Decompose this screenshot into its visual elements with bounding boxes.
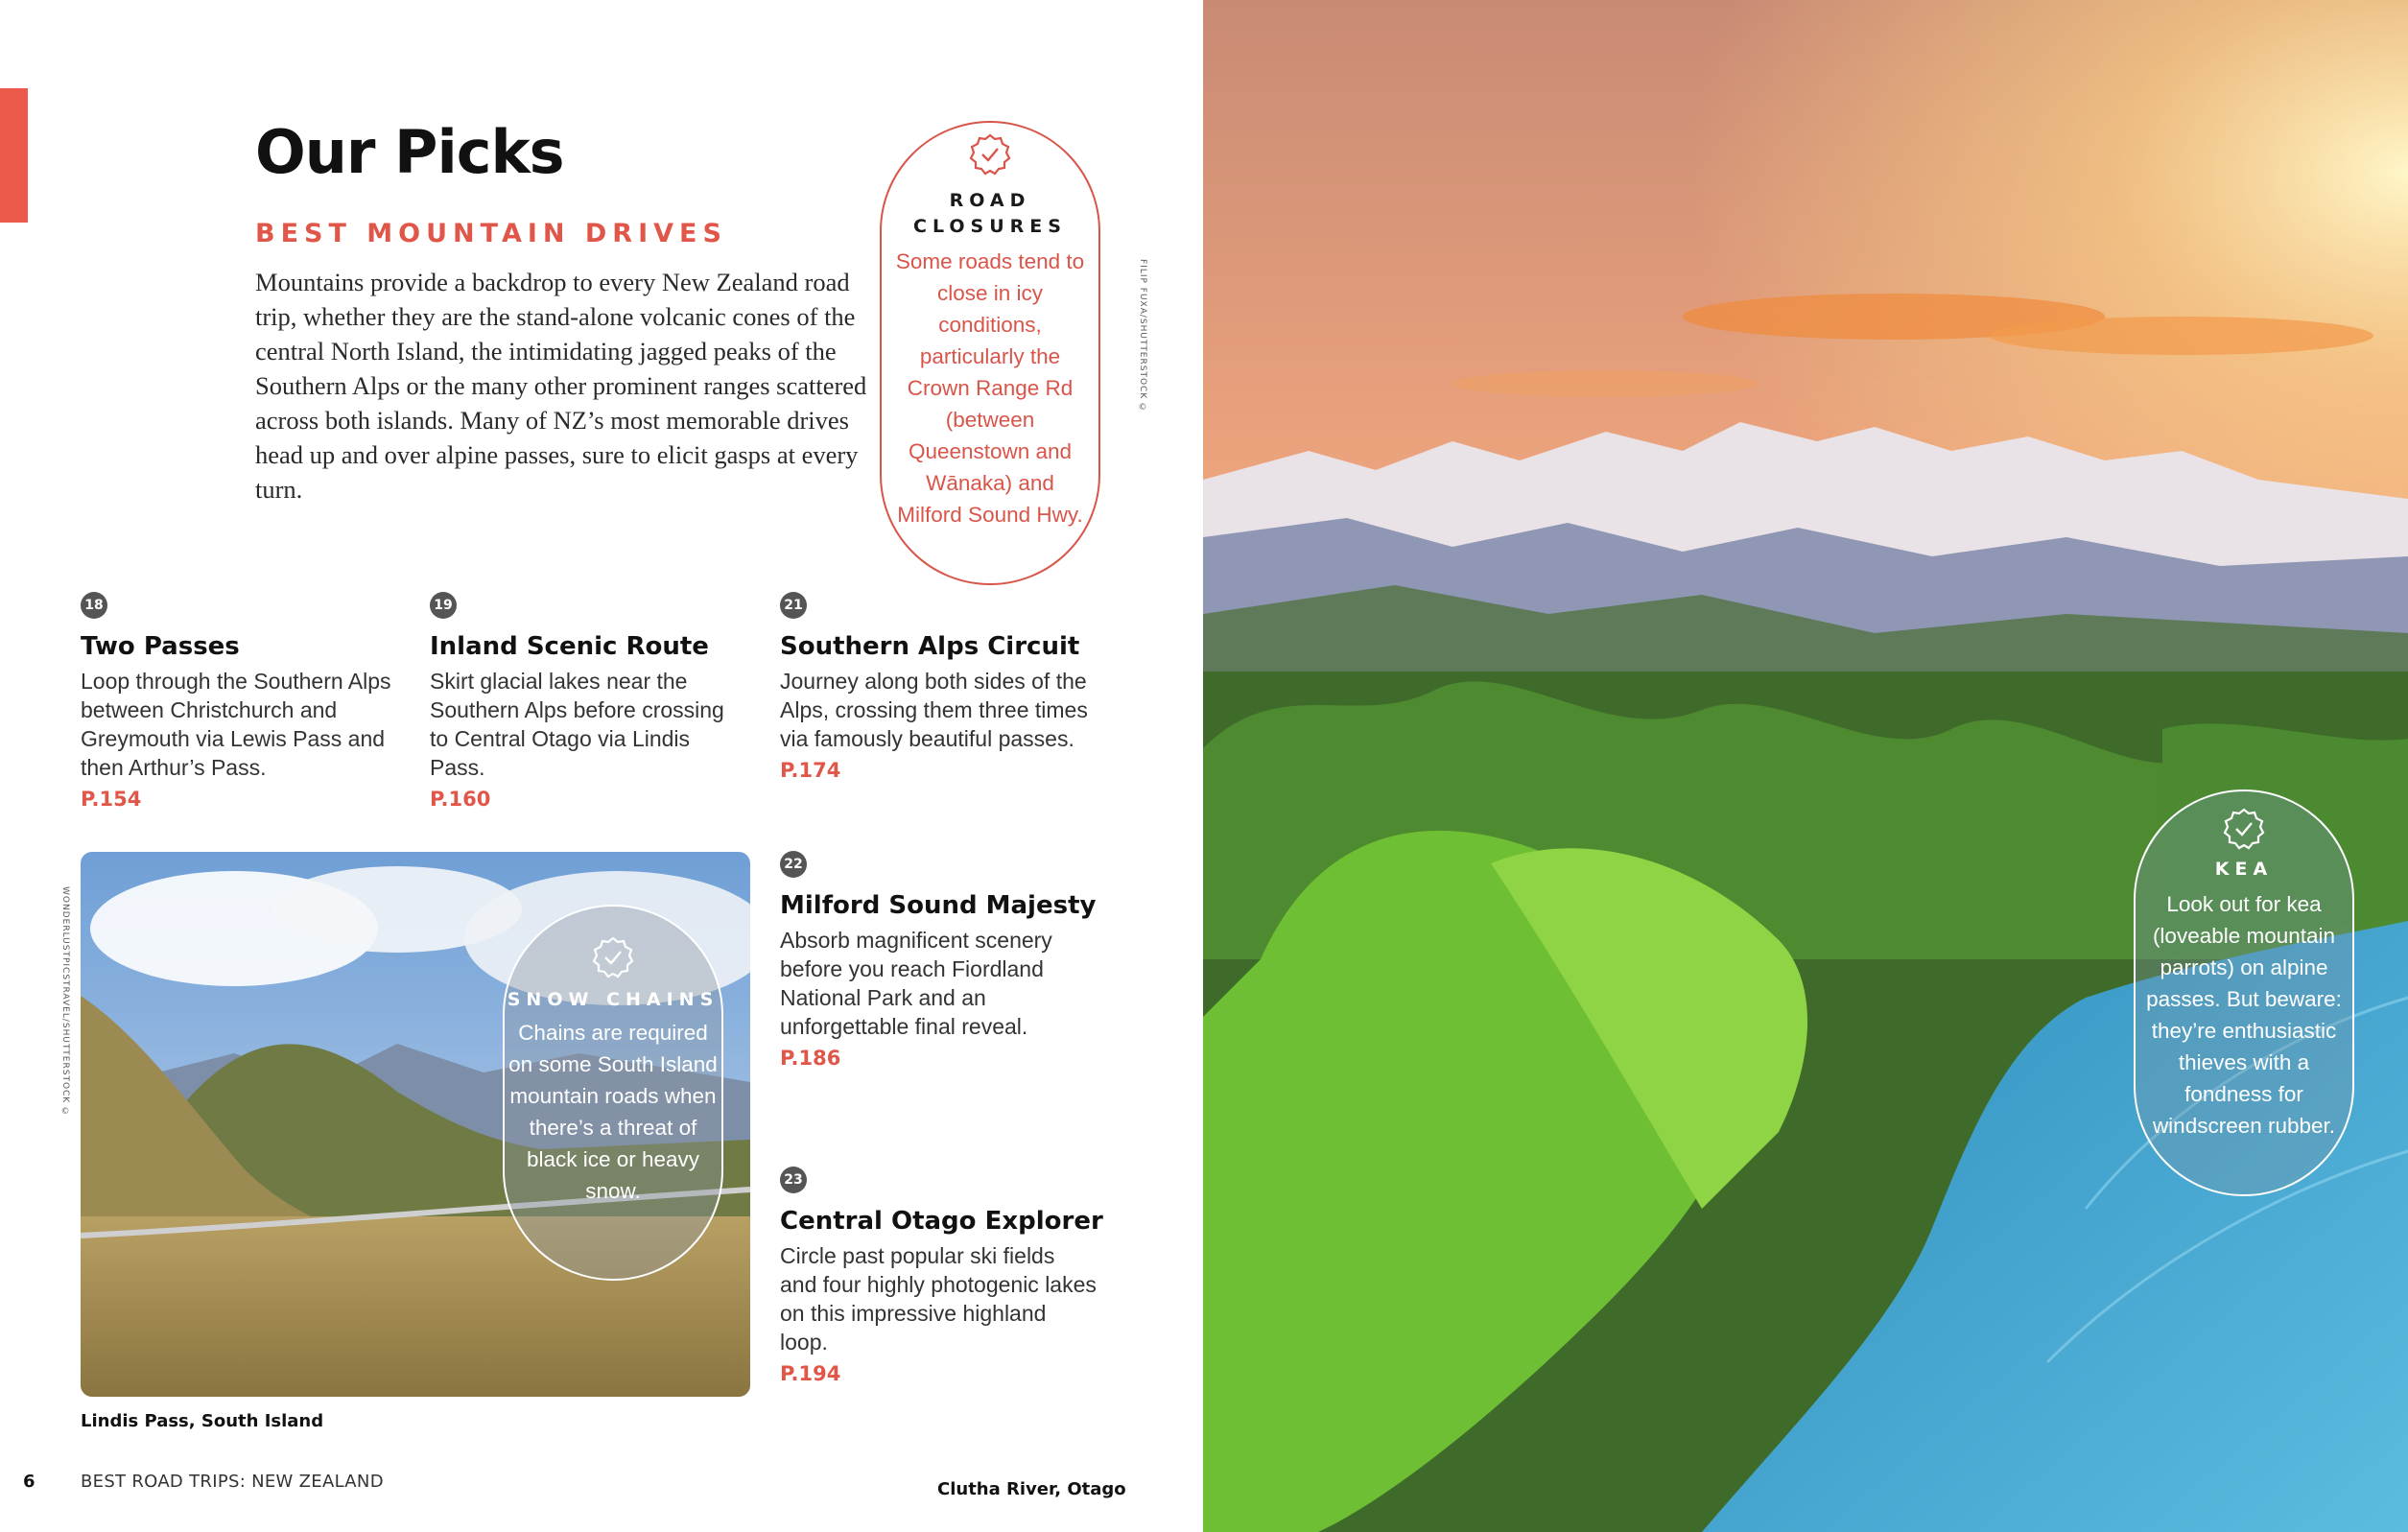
pick-number: 19: [430, 592, 457, 619]
pick-description: Circle past popular ski fields and four highly photogenic lakes on this impressive highland loop.: [780, 1243, 1097, 1355]
pick-title: Two Passes: [81, 632, 240, 661]
page-title: Our Picks: [255, 117, 564, 187]
photo-credit: WONDERLUSTPICSTRAVEL/SHUTTERSTOCK ©: [60, 886, 70, 1119]
pick-description: Absorb magnificent scenery before you reach Fiordland National Park and an unforgettable final reveal.: [780, 928, 1052, 1039]
pick-item: [430, 592, 746, 811]
pick-number: 22: [780, 851, 807, 878]
snow-chains-callout: [503, 905, 723, 1281]
callout-heading: ROAD CLOSURES: [913, 190, 1067, 237]
pick-item: [780, 592, 1097, 782]
pick-page-link[interactable]: P.194: [780, 1362, 841, 1385]
pick-description: Loop through the Southern Alps between Christchurch and Greymouth via Lewis Pass and then Arthur’s Pass.: [81, 669, 391, 780]
pick-item: [780, 851, 1097, 1070]
photo-credit: FILIP FUXA/SHUTTERSTOCK ©: [1138, 259, 1147, 414]
badge-check-icon: [2220, 805, 2268, 853]
kea-callout: [2134, 790, 2354, 1196]
book-title-folio: BEST ROAD TRIPS: NEW ZEALAND: [81, 1472, 384, 1492]
pick-page-link[interactable]: P.186: [780, 1047, 841, 1070]
photo-caption-right: Clutha River, Otago: [937, 1479, 1126, 1499]
intro-paragraph: Mountains provide a backdrop to every New Zealand road trip, whether they are the stand-alone volcanic cones of the central North Island, the intimidating jagged peaks of the Southern Alps or the many other prominent ranges scattered across both islands. Many of NZ’s most memorable drives head up and over alpine passes, sure to elicit gasps at every turn.: [255, 268, 867, 504]
left-page: [0, 0, 1203, 1532]
pick-description: Skirt glacial lakes near the Southern Alps before crossing to Central Otago via Lindis Pass.: [430, 669, 724, 780]
pick-page-link[interactable]: P.174: [780, 759, 841, 782]
badge-check-icon: [589, 933, 637, 981]
pick-description: Journey along both sides of the Alps, crossing them three times via famously beautiful passes.: [780, 669, 1088, 751]
callout-heading: KEA: [2214, 859, 2274, 880]
section-tab: [0, 88, 28, 223]
callout-body: Some roads tend to close in icy conditions, particularly the Crown Range Rd (between Queenstown and Wānaka) and Milford Sound Hwy.: [895, 249, 1085, 527]
pick-page-link[interactable]: P.154: [81, 788, 142, 811]
callout-body: Chains are required on some South Island mountain roads when there’s a threat of black ice or heavy snow.: [508, 1021, 718, 1203]
pick-title: Inland Scenic Route: [430, 632, 709, 661]
section-subtitle: BEST MOUNTAIN DRIVES: [255, 219, 727, 248]
pick-number: 18: [81, 592, 107, 619]
pick-title: Southern Alps Circuit: [780, 632, 1080, 661]
callout-heading: SNOW CHAINS: [507, 989, 720, 1010]
pick-title: Central Otago Explorer: [780, 1207, 1103, 1236]
badge-check-icon: [966, 130, 1014, 178]
pick-title: Milford Sound Majesty: [780, 891, 1097, 920]
pick-item: [81, 592, 397, 811]
pick-page-link[interactable]: P.160: [430, 788, 491, 811]
pick-number: 21: [780, 592, 807, 619]
clutha-river-photo: [1203, 0, 2408, 1532]
road-closures-callout: [880, 121, 1100, 585]
pick-number: 23: [780, 1167, 807, 1193]
callout-body: Look out for kea (loveable mountain parrots) on alpine passes. But beware: they’re enthusiastic thieves with a fondness for windscreen rubber.: [2146, 892, 2342, 1138]
page-number: 6: [23, 1472, 35, 1492]
photo-caption: Lindis Pass, South Island: [81, 1411, 324, 1431]
pick-item: [780, 1167, 1103, 1385]
